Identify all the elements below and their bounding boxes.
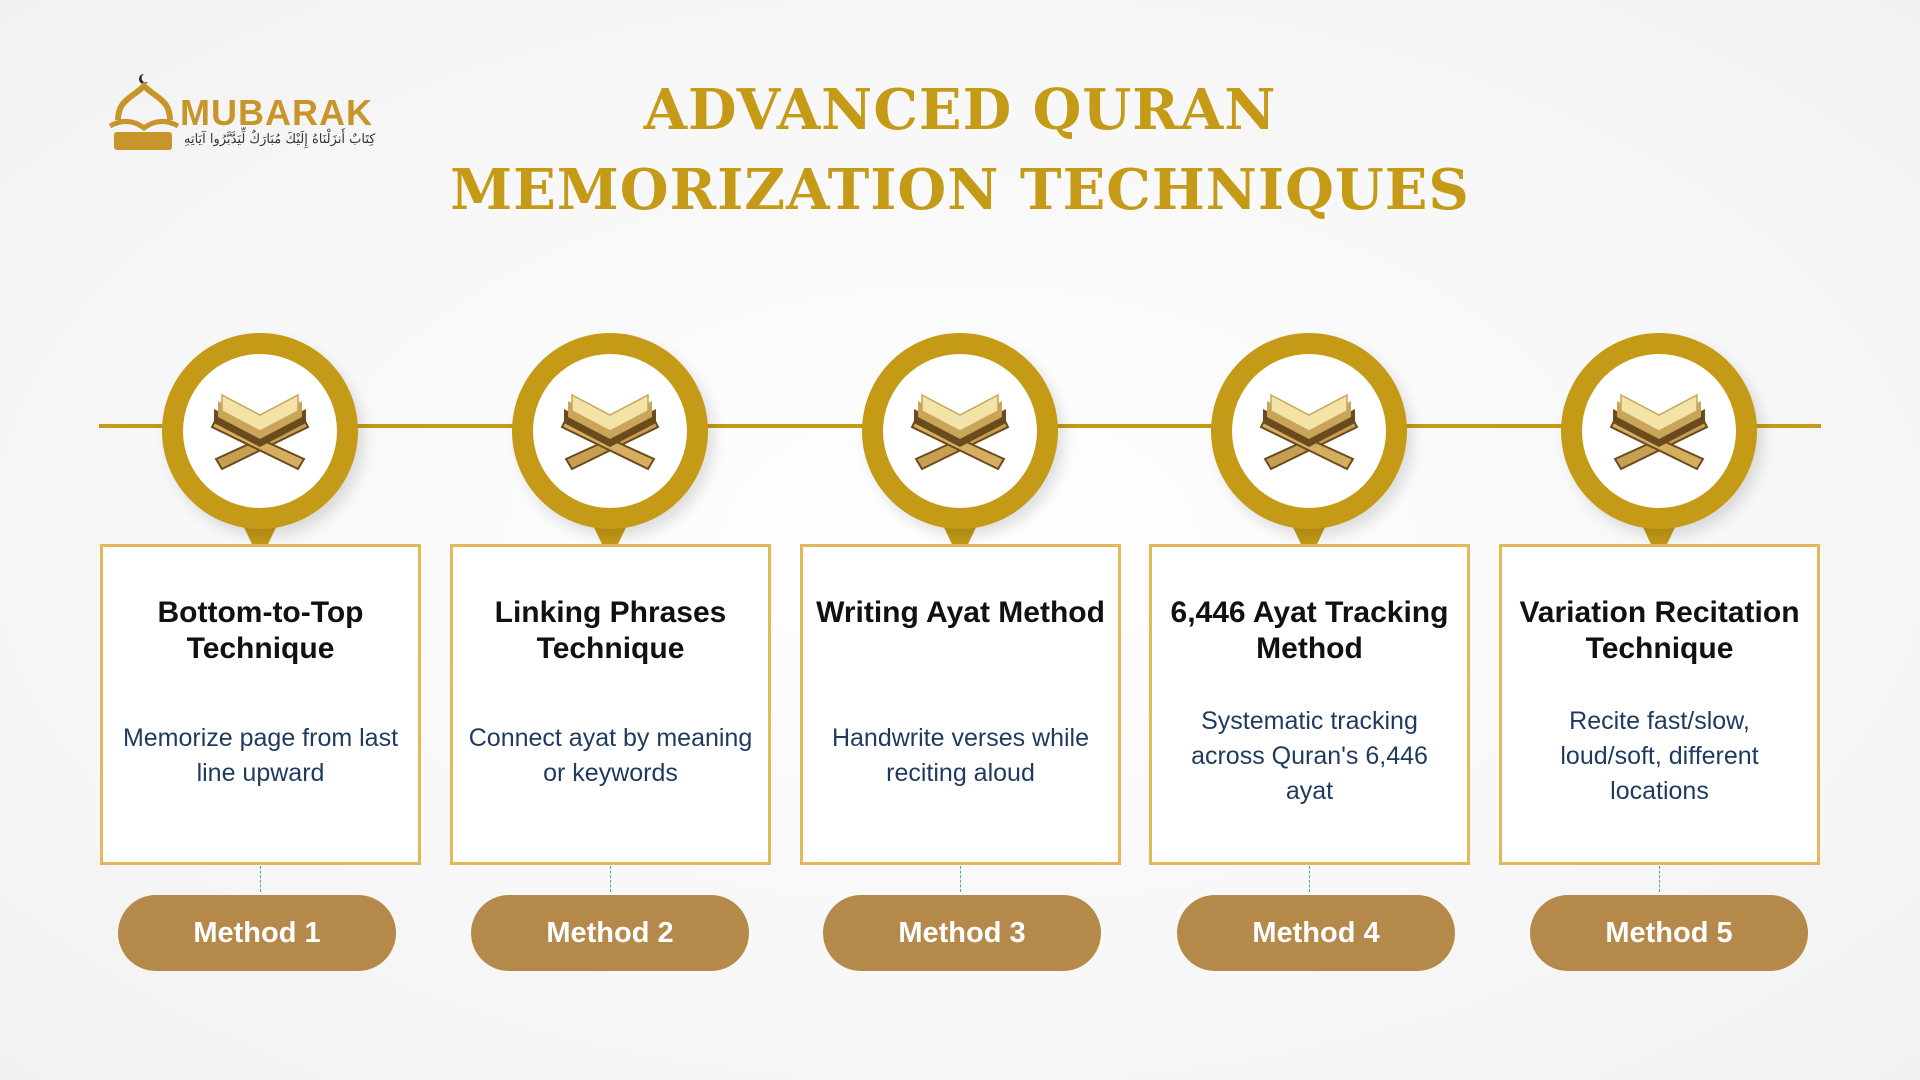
method-description-text: Recite fast/slow, loud/soft, different locations: [1560, 706, 1759, 805]
title-line-2: MEMORIZATION TECHNIQUES: [450, 157, 1470, 223]
method-card: [1149, 544, 1470, 865]
connector-dashed-line: [1659, 866, 1660, 892]
method-card: [1499, 544, 1820, 865]
method-description: [1516, 683, 1803, 829]
method-card: [800, 544, 1121, 865]
method-label: Method 1: [193, 916, 321, 949]
logo-wordmark: MUBARAK: [180, 92, 373, 133]
method-description-text: Connect ayat by meaning or keywords: [468, 724, 753, 787]
method-description: [117, 683, 404, 829]
connector-dashed-line: [1309, 866, 1310, 892]
method-label: Method 3: [898, 916, 1026, 949]
quran-stand-icon: [1607, 389, 1711, 475]
method-label-pill: [823, 895, 1101, 971]
method-title: Writing Ayat Method: [816, 596, 1105, 629]
title-line-1: ADVANCED QURAN: [643, 77, 1277, 143]
quran-stand-icon: [1257, 389, 1361, 475]
method-description-text: Memorize page from last line upward: [122, 724, 399, 787]
connector-dashed-line: [960, 866, 961, 892]
method-card: [450, 544, 771, 865]
method-title: Bottom-to-Top Technique: [157, 596, 364, 665]
method-title: Linking Phrases Technique: [494, 596, 727, 665]
method-label-pill: [471, 895, 749, 971]
method-title: 6,446 Ayat Tracking Method: [1170, 596, 1449, 665]
method-description: [467, 683, 754, 829]
method-description: [817, 683, 1104, 829]
method-icon-badge: [1561, 333, 1757, 529]
method-card: [100, 544, 421, 865]
method-icon-badge: [162, 333, 358, 529]
method-icon-badge: [862, 333, 1058, 529]
method-description: [1166, 683, 1453, 829]
method-label: Method 4: [1252, 916, 1380, 949]
method-label-pill: [118, 895, 396, 971]
page-title: [0, 70, 1920, 230]
method-label: Method 5: [1605, 916, 1733, 949]
method-label-pill: [1530, 895, 1808, 971]
method-description-text: Systematic tracking across Quran's 6,446 ayat: [1191, 706, 1428, 805]
method-title: Variation Recitation Technique: [1519, 596, 1800, 665]
connector-dashed-line: [610, 866, 611, 892]
connector-dashed-line: [260, 866, 261, 892]
method-icon-badge: [1211, 333, 1407, 529]
method-label-pill: [1177, 895, 1455, 971]
quran-stand-icon: [908, 389, 1012, 475]
quran-stand-icon: [208, 389, 312, 475]
method-description-text: Handwrite verses while reciting aloud: [831, 724, 1090, 787]
logo-tagline: كِتَابٌ أَنزَلْنَاهُ إِلَيْكَ مُبَارَكٌ لِّيَدَّبَّرُوا آيَاتِهِ: [184, 132, 376, 147]
method-label: Method 2: [546, 916, 674, 949]
quran-stand-icon: [558, 389, 662, 475]
method-icon-badge: [512, 333, 708, 529]
